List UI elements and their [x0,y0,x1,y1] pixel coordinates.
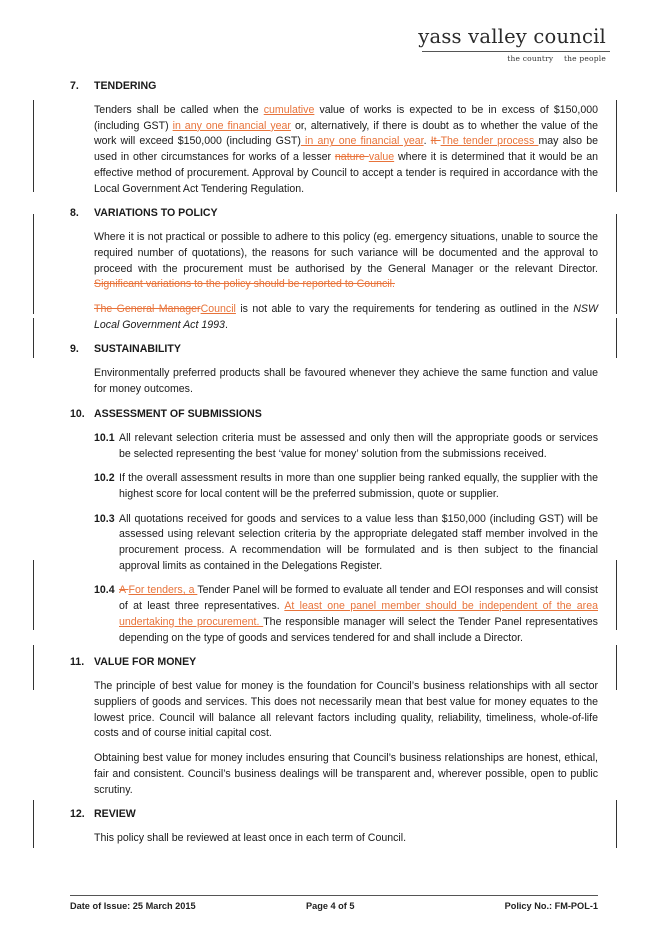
subsection-number: 10.2 [94,472,115,485]
footer-rule [70,895,598,896]
deleted-text: Significant variations to the policy should be reported to Council. [94,278,395,291]
section-heading [70,206,598,221]
section-title: SUSTAINABILITY [94,343,181,356]
change-bar [616,318,617,358]
text-run: is not able to vary the requirements for tendering as outlined in the [235,303,574,316]
text-run: Tender Panel will be formed to evaluate all tender and EOI responses and will consist of at least three representatives. [119,584,598,613]
subsection-text [119,583,598,646]
logo-tagline [418,54,606,63]
change-bar [616,645,617,690]
change-bar [33,318,34,358]
tagline-country: the country [507,54,554,63]
subsection-text: If the overall assessment results in more than one supplier being ranked equally, the supplier with the highest score for local content will be the preferred submission, quote or supplier. [119,472,598,500]
section-heading [70,79,598,94]
section-heading [70,655,598,670]
deleted-text: nature [334,151,369,164]
text-run: The responsible manager will select the Tender Panel representatives depending on the type of goods and services tendered for and shall include a Director. [119,615,598,644]
section-title: TENDERING [94,80,157,92]
subsection [94,583,598,646]
change-bar [33,645,34,690]
policy-number: Policy No.: FM-POL-1 [504,901,598,911]
section-number: 9. [70,343,79,356]
variations-paragraph [94,230,598,293]
council-logo [418,26,606,63]
deleted-text: It [430,135,441,148]
change-bar [616,100,617,192]
section-heading [70,407,598,422]
section-number: 12. [70,808,85,821]
subsection-number: 10.4 [94,584,115,597]
logo-name: yass valley council [418,25,606,48]
logo-rule [422,51,610,52]
inserted-text: cumulative [263,104,315,116]
text-run: Where it is not practical or possible to adhere to this policy (eg. emergency situations, unable to source the required number of quotations), the reasons for such variance will be documented and the approval to proceed with the procurement must be authorised by the General Manager or the relevant Director. [94,231,598,275]
text-run: or, alternatively, if there is doubt as to whether the value of the work will exceed $150,000 (including GST) [94,119,598,148]
variations-paragraph [94,302,598,333]
act-title: NSW Local Government Act 1993 [94,303,598,331]
subsection-number: 10.3 [94,512,115,525]
policy-content [70,79,598,856]
date-of-issue: Date of Issue: 25 March 2015 [70,901,196,911]
inserted-text: in any one financial year [300,135,424,148]
value-paragraph: Obtaining best value for money includes ensuring that Council’s business relationships are honest, ethical, fair and consistent. Council’s business dealings will be transparent and, wherever possible, open to public scrutiny. [94,752,598,796]
section-number: 8. [70,207,79,220]
inserted-text: The tender process [440,135,539,148]
page-number: Page 4 of 5 [306,901,355,911]
text-run: Tenders shall be called when the [94,104,264,116]
review-paragraph: This policy shall be reviewed at least once in each term of Council. [94,832,407,845]
change-bar [33,560,34,630]
text-run: may also be used in other circumstances for works of a lesser [94,135,598,164]
section-number: 11. [70,656,85,669]
deleted-text: A [119,584,129,597]
inserted-text: value [368,151,395,164]
text-run: where it is determined that it would be an effective method of procurement. Approval by Council to accept a tender is required in accordance with the Local Government Act Tendering Regulation. [94,151,598,195]
inserted-text: Council [200,303,236,316]
tagline-people: the people [563,54,606,63]
section-title: REVIEW [94,808,136,821]
section-number: 10. [70,407,85,420]
deleted-text: The General Manager [94,303,201,316]
subsection [94,431,598,462]
subsection [94,512,598,575]
change-bar [616,560,617,630]
inserted-text: For tenders, a [128,584,198,597]
tendering-paragraph [94,103,598,197]
text-run: value of works is expected to be in excess of $150,000 (including GST) [94,104,599,132]
subsection [94,471,598,502]
section-title: VALUE FOR MONEY [94,656,197,669]
inserted-text: At least one panel member should be independent of the area undertaking the procurement. [119,600,598,628]
text-run: . [224,318,228,331]
change-bar [33,214,34,314]
subsection-text: All relevant selection criteria must be assessed and only then will the appropriate goods or services be selected representing the best ‘value for money’ solution from the submissions received. [119,431,598,460]
change-bar [616,800,617,848]
value-paragraph: The principle of best value for money is the foundation for Council’s business relationships with all sector suppliers of goods and services. This does not necessarily mean that best value for money equates to the lowest price. Council will balance all relevant factors including quality, reliability, timeliness, whole-of-life costs and of course initial capital cost. [94,680,598,740]
change-bar [616,214,617,314]
section-heading [70,342,598,357]
inserted-text: in any one financial year [172,119,291,132]
text-run: . [423,135,431,148]
subsection-text: All quotations received for goods and services to a value less than $150,000 (including GST) will be assessed using relevant selection criteria by the appropriate delegated staff member involved in the procurement process. A recommendation will be formulated and is then subject to the financial approval limits as contained in the Delegations Register. [119,512,598,572]
change-bar [33,800,34,848]
section-number: 7. [70,80,79,92]
section-heading [70,807,598,822]
change-bar [33,100,34,192]
section-title: ASSESSMENT OF SUBMISSIONS [94,407,262,420]
section-title: VARIATIONS TO POLICY [94,207,218,220]
sustainability-paragraph: Environmentally preferred products shall be favoured whenever they achieve the same function and value for money outcomes. [94,367,598,396]
subsection-number: 10.1 [94,431,115,444]
